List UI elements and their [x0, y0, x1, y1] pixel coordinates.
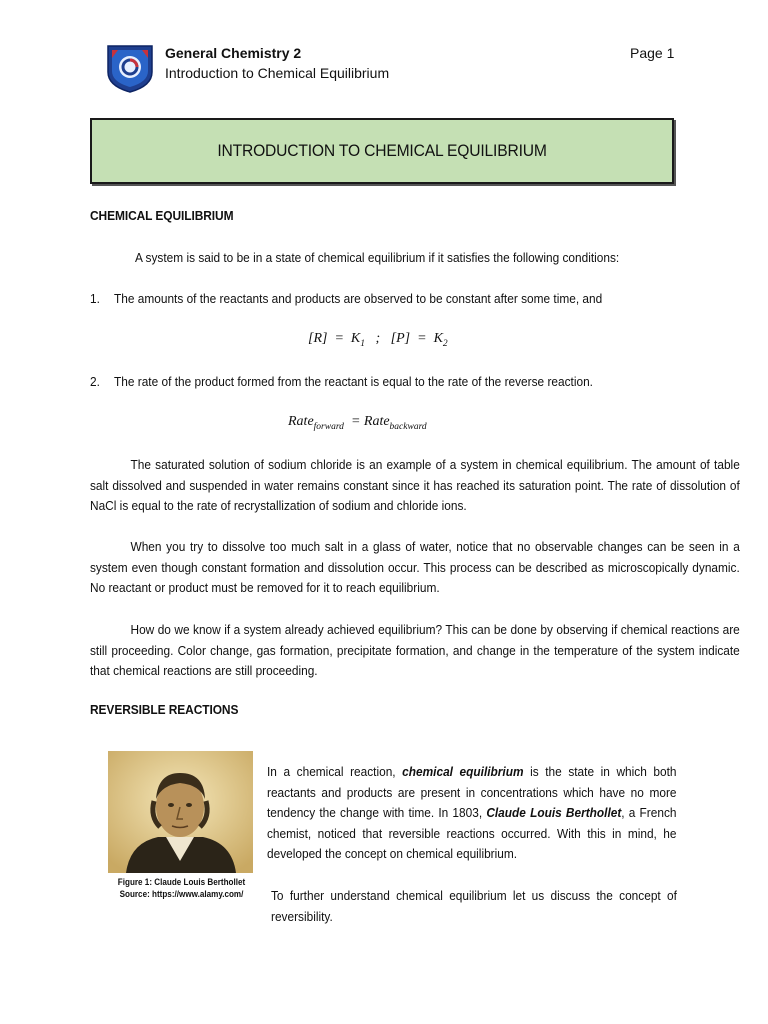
paragraph-how-know-text: How do we know if a system already achieved equilibrium? This can be done by observing if chemical reactions are still proceeding. Color change, gas formation, precipitate formation, and change in the temperature of the system indicate that chemical reactions are still proceeding.	[90, 622, 740, 678]
section-heading-reversible-reactions: REVERSIBLE REACTIONS	[90, 702, 239, 717]
eq1-rhs2: K	[433, 331, 443, 346]
eq2-lhs-sub: forward	[313, 421, 344, 432]
eq1-sep: ;	[375, 331, 381, 346]
rr-term-chemical-equilibrium: chemical equilibrium	[402, 764, 524, 779]
list-item-2: The rate of the product formed from the reactant is equal to the rate of the reverse reaction.	[114, 374, 593, 389]
paragraph-how-know	[90, 620, 740, 682]
equation-rates: Rate$_{forward}$ = Rate$_{backward}$	[288, 414, 427, 432]
eq2-rhs: Rate	[363, 414, 390, 429]
equation-concentrations: $[R] = K_1$ ; $[P] = K_2$	[308, 331, 448, 349]
section-heading-chemical-equilibrium: CHEMICAL EQUILIBRIUM	[90, 208, 234, 223]
paragraph-salt-solution-text: The saturated solution of sodium chloride is an example of a system in chemical equilibrium. The amount of table salt dissolved and suspended in water remains constant since it has reached its saturation point. The rate of dissolution of NaCl is equal to the rate of recrystallization of sodium and chloride ions.	[90, 457, 740, 513]
rr-text-a: In a chemical reaction,	[267, 764, 396, 779]
berthollet-portrait-image	[108, 751, 253, 873]
rr-term-berthollet: Claude Louis Berthollet	[486, 805, 622, 820]
eq1-sub1: 1	[360, 338, 365, 349]
school-logo	[104, 42, 156, 94]
title-box	[90, 118, 674, 184]
page-number: Page 1	[630, 45, 675, 61]
paragraph-dissolve-salt	[90, 537, 740, 599]
paragraph-reversibility-text: To further understand chemical equilibrium let us discuss the concept of reversibility.	[271, 888, 677, 924]
eq1-sub2: 2	[442, 338, 448, 349]
paragraph-dissolve-salt-text: When you try to dissolve too much salt in a glass of water, notice that no observable changes can be seen in a system even though constant formation and dissolution occur. This process can be described as microscopically dynamic. No reactant or product must be removed for it to reach equilibrium.	[90, 539, 740, 595]
figure-caption-line1: Figure 1: Claude Louis Berthollet	[117, 877, 246, 887]
intro-text: A system is said to be in a state of chemical equilibrium if it satisfies the following conditions:	[135, 250, 620, 265]
eq2-rhs-sub: backward	[389, 421, 427, 432]
eq1-lhs1: [R]	[308, 331, 328, 346]
course-title: General Chemistry 2	[165, 45, 302, 61]
figure-caption-line2: Source: https://www.alamy.com/	[119, 889, 244, 899]
course-subtitle: Introduction to Chemical Equilibrium	[165, 65, 390, 81]
eq1-rhs1: K	[350, 331, 361, 346]
paragraph-reversible-intro	[267, 762, 677, 865]
rr-text-e: , a French chemist, noticed that reversible reactions occurred. With this in mind, he developed the concept on chemical equilibrium.	[267, 805, 677, 861]
eq1-lhs2: [P]	[390, 331, 411, 346]
paragraph-reversibility	[271, 886, 677, 927]
page-title: INTRODUCTION TO CHEMICAL EQUILIBRIUM	[217, 141, 547, 160]
list-number-2: 2.	[90, 374, 100, 389]
eq2-lhs: Rate	[288, 414, 314, 429]
paragraph-salt-solution	[90, 455, 740, 517]
rr-text-c: is the state in which both reactants and products are present in concentrations which have no more tendency the change with time. In 1803,	[267, 764, 677, 820]
list-number-1: 1.	[90, 291, 100, 306]
list-item-1: The amounts of the reactants and products are observed to be constant after some time, and	[114, 291, 603, 306]
